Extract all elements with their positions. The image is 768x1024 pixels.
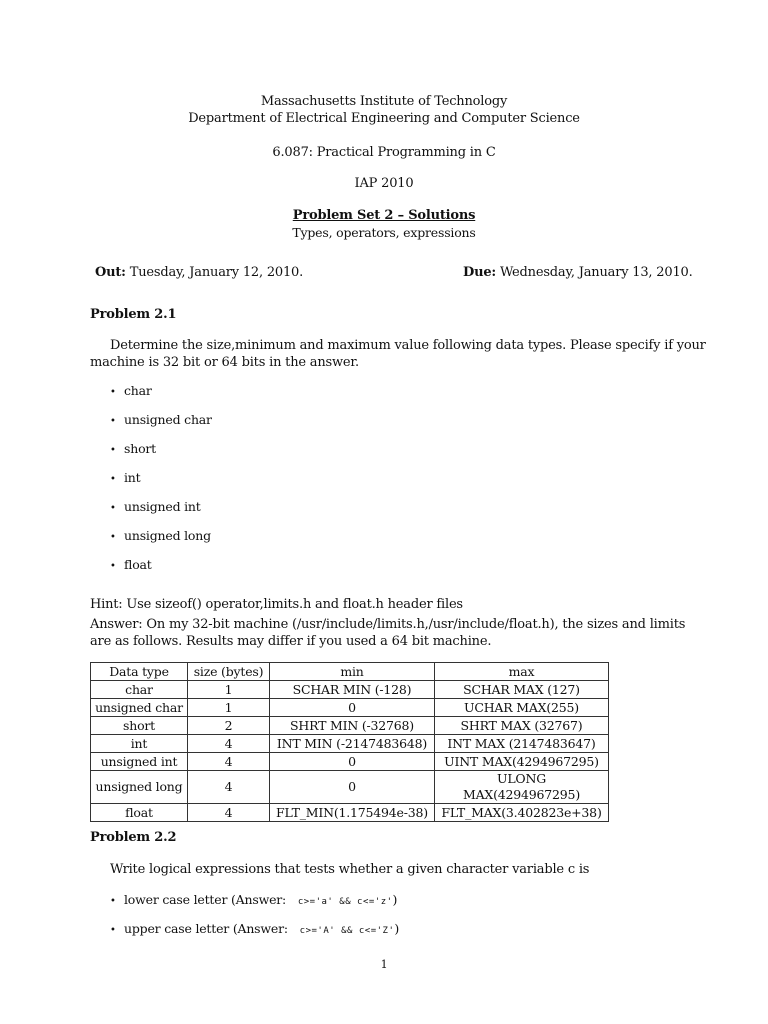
table-row (91, 735, 609, 753)
table-cell: ULONG MAX(4294967295) (435, 771, 609, 804)
table-cell: FLT_MAX(3.402823e+38) (435, 804, 609, 822)
table-cell: char (91, 681, 188, 699)
document-subtitle: Types, operators, expressions (292, 225, 476, 240)
document-title: Problem Set 2 – Solutions (292, 208, 476, 223)
table-row (91, 717, 609, 735)
table-cell: unsigned char (91, 699, 188, 717)
bullet-icon: • (110, 387, 116, 398)
table-row (91, 771, 609, 804)
due-date-line (463, 265, 693, 280)
table-cell: SHRT MAX (32767) (435, 717, 609, 735)
out-date: Tuesday, January 12, 2010. (129, 265, 304, 280)
table-cell: SCHAR MIN (-128) (270, 681, 435, 699)
column-header: max (435, 663, 609, 681)
code-expression: c>='a' && c<='z' (297, 897, 393, 907)
column-header: size (bytes) (188, 663, 270, 681)
hint-text: Hint: Use sizeof() operator,limits.h and float.h header files (90, 597, 463, 612)
table-cell: 2 (188, 717, 270, 735)
list-item: • short (110, 441, 156, 456)
list-item: • char (110, 383, 152, 398)
table-row (91, 804, 609, 822)
problem-heading-2-1: Problem 2.1 (90, 307, 177, 322)
table-cell: INT MIN (-2147483648) (270, 735, 435, 753)
table-cell: SHRT MIN (-32768) (270, 717, 435, 735)
problem-prompt-line-1: Determine the size,minimum and maximum value following data types. Please specify if your (110, 338, 706, 353)
institution-name: Massachusetts Institute of Technology (260, 94, 508, 109)
list-item: • lower case letter (Answer: c>='a' && c<='z') (110, 892, 398, 907)
table-cell: 4 (188, 735, 270, 753)
list-item: • float (110, 557, 152, 572)
column-header: min (270, 663, 435, 681)
column-header: Data type (91, 663, 188, 681)
due-label: Due: (463, 265, 496, 280)
table-cell: unsigned int (91, 753, 188, 771)
table-cell: 4 (188, 753, 270, 771)
table-cell: short (91, 717, 188, 735)
due-date: Wednesday, January 13, 2010. (499, 265, 693, 280)
bullet-icon: • (110, 445, 116, 456)
course-title: 6.087: Practical Programming in C (272, 145, 496, 160)
bullet-icon: • (110, 561, 116, 572)
list-item: • int (110, 470, 141, 485)
bullet-icon: • (110, 532, 116, 543)
bullet-icon: • (110, 416, 116, 427)
answer-line-1: Answer: On my 32-bit machine (/usr/include/limits.h,/usr/include/float.h), the sizes and limits (90, 617, 686, 632)
table-cell: 4 (188, 771, 270, 804)
list-item: • unsigned int (110, 499, 201, 514)
department-name: Department of Electrical Engineering and Computer Science (188, 111, 580, 126)
table-cell: UCHAR MAX(255) (435, 699, 609, 717)
code-expression: c>='A' && c<='Z' (299, 926, 395, 936)
table-cell: SCHAR MAX (127) (435, 681, 609, 699)
table-cell: 1 (188, 699, 270, 717)
table-cell: float (91, 804, 188, 822)
table-header-row (91, 663, 609, 681)
bullet-icon: • (110, 474, 116, 485)
table-cell: INT MAX (2147483647) (435, 735, 609, 753)
table-cell: 0 (270, 771, 435, 804)
table-cell: UINT MAX(4294967295) (435, 753, 609, 771)
list-item: • unsigned char (110, 412, 212, 427)
data-type-limits-table (90, 662, 609, 822)
table-cell: 0 (270, 753, 435, 771)
bullet-icon: • (110, 925, 116, 936)
bullet-icon: • (110, 503, 116, 514)
out-date-line (95, 265, 303, 280)
table-row (91, 753, 609, 771)
page-number: 1 (380, 958, 388, 971)
list-item: • unsigned long (110, 528, 211, 543)
problem-prompt-line-2: machine is 32 bit or 64 bits in the answer. (90, 355, 359, 370)
problem-heading-2-2: Problem 2.2 (90, 830, 177, 845)
table-row (91, 699, 609, 717)
table-cell: 1 (188, 681, 270, 699)
table-cell: unsigned long (91, 771, 188, 804)
table-cell: 0 (270, 699, 435, 717)
table-row (91, 681, 609, 699)
table-cell: int (91, 735, 188, 753)
table-cell: 4 (188, 804, 270, 822)
table-cell: FLT_MIN(1.175494e-38) (270, 804, 435, 822)
out-label: Out: (95, 265, 126, 280)
answer-line-2: are as follows. Results may differ if you used a 64 bit machine. (90, 634, 492, 649)
bullet-icon: • (110, 896, 116, 907)
problem-prompt: Write logical expressions that tests whether a given character variable c is (110, 862, 590, 877)
list-item: • upper case letter (Answer: c>='A' && c<='Z') (110, 921, 400, 936)
term: IAP 2010 (354, 176, 414, 191)
